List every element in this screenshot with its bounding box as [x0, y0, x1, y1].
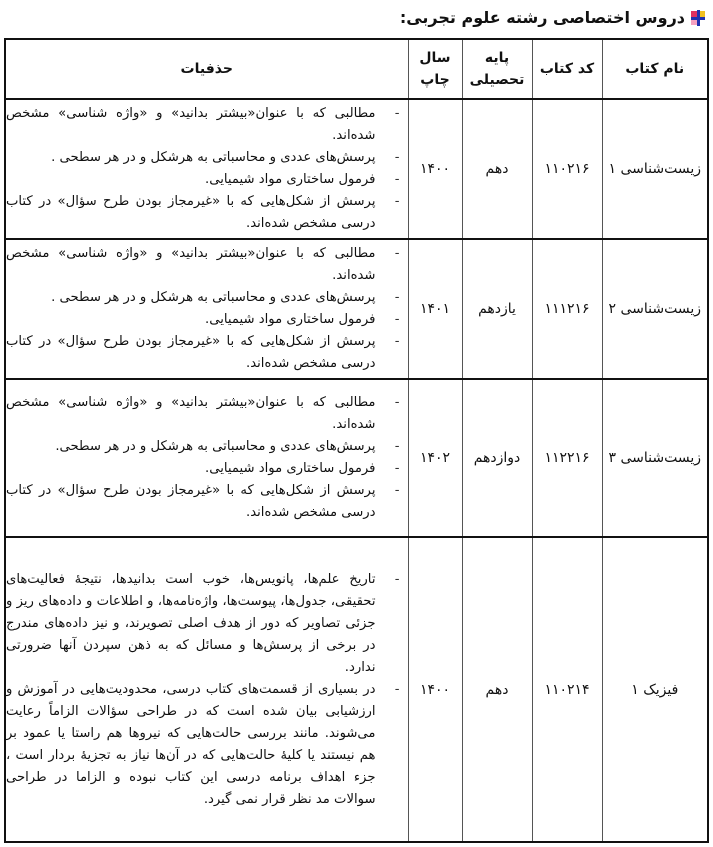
print-year-cell: ۱۴۰۰	[408, 99, 462, 239]
header-deletions: حذفیات	[5, 39, 408, 99]
book-code-cell: ۱۱۱۲۱۶	[532, 239, 602, 379]
grade-cell: دوازدهم	[462, 379, 532, 537]
deletion-item: - مطالبی که با عنوان«بیشتر بدانید» و «واژه شناسی» مشخص شده‌اند.	[6, 243, 408, 287]
deletion-item: - پرسش‌های عددی و محاسباتی به هرشکل و در هر سطحی .	[6, 147, 408, 169]
table-header-row	[5, 39, 708, 99]
colored-cross-bullet-icon	[691, 10, 705, 26]
table-row	[5, 537, 708, 842]
deletions-cell	[5, 379, 408, 537]
deletions-cell	[5, 537, 408, 842]
deletion-item: - پرسش‌های عددی و محاسباتی به هرشکل و در هر سطحی.	[6, 436, 408, 458]
section-title	[400, 8, 705, 27]
deletions-table	[4, 38, 709, 843]
deletion-item: - پرسش‌های عددی و محاسباتی به هرشکل و در هر سطحی .	[6, 287, 408, 309]
deletions-cell	[5, 239, 408, 379]
book-name-cell: زیست‌شناسی ۳	[602, 379, 708, 537]
grade-cell: دهم	[462, 537, 532, 842]
header-book-name: نام کتاب	[602, 39, 708, 99]
print-year-cell: ۱۴۰۰	[408, 537, 462, 842]
deletion-item: - فرمول ساختاری مواد شیمیایی.	[6, 169, 408, 191]
book-code-cell: ۱۱۰۲۱۴	[532, 537, 602, 842]
deletions-cell	[5, 99, 408, 239]
deletion-item: - فرمول ساختاری مواد شیمیایی.	[6, 309, 408, 331]
table-row	[5, 99, 708, 239]
print-year-cell: ۱۴۰۱	[408, 239, 462, 379]
deletion-item: - تاریخ علم‌ها، پانویس‌ها، خوب است بدانیدها، نتیجهٔ فعالیت‌های تحقیقی، جدول‌ها، پیوست‌ها، واژه‌نامه‌ها، و اطلاعات و داده‌های ریز و جزئی تصاویر که دور از هدف اصلی تصویرند، و نیز داده‌های مندرج در برخی از پرسش‌ها و مسائل که به ذهن سپردن آنها ضرورتی ندارد.	[6, 569, 408, 679]
deletion-item: - پرسش از شکل‌هایی که با «غیرمجاز بودن طرح سؤال» در کتاب درسی مشخص شده‌اند.	[6, 480, 408, 524]
deletion-item: - مطالبی که با عنوان«بیشتر بدانید» و «واژه شناسی» مشخص شده‌اند.	[6, 392, 408, 436]
book-name-cell: زیست‌شناسی ۱	[602, 99, 708, 239]
deletion-item: - پرسش از شکل‌هایی که با «غیرمجاز بودن طرح سؤال» در کتاب درسی مشخص شده‌اند.	[6, 191, 408, 235]
grade-cell: دهم	[462, 99, 532, 239]
book-name-cell: فیزیک ۱	[602, 537, 708, 842]
header-grade: پایه تحصیلی	[462, 39, 532, 99]
book-name-cell: زیست‌شناسی ۲	[602, 239, 708, 379]
deletion-item: - مطالبی که با عنوان«بیشتر بدانید» و «واژه شناسی» مشخص شده‌اند.	[6, 103, 408, 147]
deletion-item: - پرسش از شکل‌هایی که با «غیرمجاز بودن طرح سؤال» در کتاب درسی مشخص شده‌اند.	[6, 331, 408, 375]
grade-cell: یازدهم	[462, 239, 532, 379]
book-code-cell: ۱۱۰۲۱۶	[532, 99, 602, 239]
print-year-cell: ۱۴۰۲	[408, 379, 462, 537]
header-print-year: سال چاپ	[408, 39, 462, 99]
section-title-text: دروس اختصاصی رشته علوم تجربی:	[399, 8, 685, 27]
deletion-item: - فرمول ساختاری مواد شیمیایی.	[6, 458, 408, 480]
header-book-code: کد کتاب	[532, 39, 602, 99]
book-code-cell: ۱۱۲۲۱۶	[532, 379, 602, 537]
table-row	[5, 379, 708, 537]
deletion-item: - در بسیاری از قسمت‌های کتاب درسی، محدودیت‌هایی در آموزش و ارزشیابی بیان شده است که در طراحی سؤالات الزاماً رعایت می‌شوند. مانند بررسی حالت‌هایی که نیروها هم راستا یا عمود بر هم نیستند یا کلیهٔ حالت‌هایی که در آن‌ها نیاز به تجزیهٔ بردار است ، جزء اهداف برنامه درسی این کتاب نبوده و الزاما در طراحی سوالات مد نظر قرار نمی گیرد.	[6, 679, 408, 811]
table-row	[5, 239, 708, 379]
